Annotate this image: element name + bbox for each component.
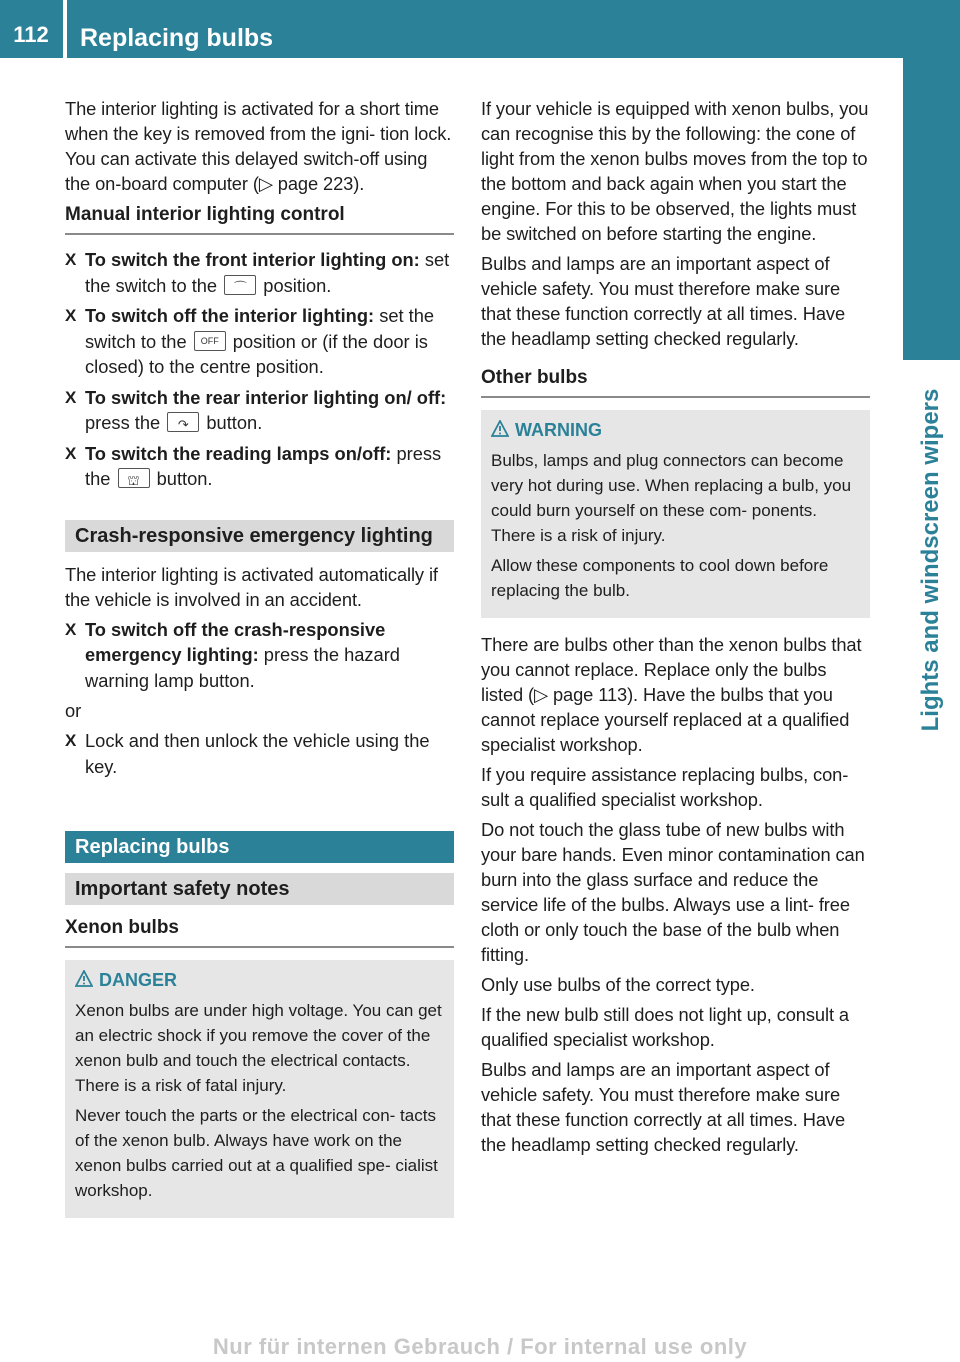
warning-paragraph: Allow these components to cool down before replacing the bulb. (491, 556, 829, 600)
xenon-recognise-paragraph: If your vehicle is equipped with xenon bulbs, you can recognise this by the following: the cone of light from the xenon bulbs moves from the top to the bottom and back again when you start the engine. For this to be observed, the lights must be switched on before starting the engine. (481, 98, 869, 244)
side-tab-label: Lights and windscreen wipers (917, 388, 944, 732)
body-paragraph: There are bulbs other than the xenon bulbs that you cannot replace. Replace only the bulbs listed (▷ page 113). Have the bulbs that you cannot replace yourself replaced at a qualified specialist workshop. (481, 634, 862, 755)
body-paragraph: Only use bulbs of the correct type. (481, 974, 755, 995)
step-bold: To switch off the interior lighting: (85, 305, 375, 326)
warning-triangle-icon (491, 420, 509, 438)
step-text: button. (156, 468, 213, 489)
warning-box (481, 410, 870, 618)
step-text: press the (85, 442, 442, 489)
warning-label: WARNING (515, 420, 602, 440)
crash-paragraph: The interior lighting is activated automatically if the vehicle is involved in an accident. (65, 563, 438, 610)
step-bold: To switch the rear interior lighting on/ off: (85, 386, 447, 408)
body-paragraph: Do not touch the glass tube of new bulbs with your bare hands. Even minor contamination can burn into the glass surface and reduce the service life of the bulbs. Always use a lint- free cloth or only touch the base of the bulb when fitting. (481, 819, 865, 965)
footer-watermark: Nur für internen Gebrauch / For internal use only (212, 1334, 748, 1359)
danger-paragraph: Never touch the parts or the electrical con- tacts of the xenon bulb. Always have work on the xenon bulbs carried out at a qualified spe- cialist workshop. (75, 1106, 438, 1200)
warning-heading (491, 418, 860, 442)
safety-paragraph: Bulbs and lamps are an important aspect of vehicle safety. You must therefore make sure that these function correctly at all times. Have the headlamp setting checked regularly. (481, 253, 846, 349)
step-bold: To switch off the crash-responsive emergency lighting: (85, 618, 386, 665)
subhead-other-bulbs: Other bulbs (481, 365, 870, 398)
step-bold: To switch the front interior lighting on: (85, 249, 420, 270)
page-title: Replacing bulbs (80, 24, 274, 52)
step-lock-unlock (65, 728, 454, 779)
or-text: or (65, 700, 82, 721)
step-arrow-icon: X (65, 387, 77, 407)
step-arrow-icon: X (65, 731, 77, 750)
off-switch-icon: OFF (194, 331, 226, 351)
body-paragraph: If you require assistance replacing bulbs, con- sult a qualified specialist workshop. (481, 764, 849, 810)
section-safety-notes: Important safety notes (65, 873, 454, 905)
step-text: set the switch to the (85, 305, 435, 352)
step-crash-off (65, 617, 454, 694)
body-paragraph: If the new bulb still does not light up, consult a qualified specialist workshop. (481, 1004, 849, 1050)
body-paragraph: Bulbs and lamps are an important aspect of vehicle safety. You must therefore make sure that these function correctly at all times. Have the headlamp setting checked regularly. (481, 1059, 846, 1155)
step-text: position. (263, 274, 332, 296)
right-column (481, 96, 870, 1162)
step-arrow-icon: X (65, 619, 77, 639)
rear-light-button-icon: ↷ (167, 412, 199, 432)
step-front-light (65, 247, 454, 298)
reading-lamp-button-icon: ⛫ (118, 468, 150, 488)
step-arrow-icon: X (65, 306, 77, 325)
step-arrow-icon: X (65, 250, 77, 269)
step-text: button. (206, 412, 263, 433)
step-arrow-icon: X (65, 443, 77, 463)
header-divider (63, 0, 67, 58)
left-column (65, 96, 454, 1232)
subhead-xenon: Xenon bulbs (65, 915, 454, 948)
step-text: position or (if the door is closed) to the centre position. (85, 330, 428, 377)
danger-paragraph: Xenon bulbs are under high voltage. You can get an electric shock if you remove the cover of the xenon bulb and touch the electrical contacts. There is a risk of fatal injury. (75, 1001, 442, 1095)
step-text: Lock and then unlock the vehicle using the key. (85, 730, 430, 777)
warning-triangle-icon (75, 970, 93, 988)
warning-paragraph: Bulbs, lamps and plug connectors can become very hot during use. When replacing a bulb, you could burn yourself on these com- ponents. There is a risk of injury. (491, 451, 852, 545)
step-rear-light (65, 385, 454, 436)
section-crash-lighting: Crash-responsive emergency lighting (65, 520, 454, 552)
danger-label: DANGER (99, 970, 178, 990)
step-text: press the (85, 412, 161, 433)
step-light-off (65, 303, 454, 380)
front-light-switch-icon: ⌒ (224, 275, 256, 295)
page-number: 112 (13, 22, 49, 47)
danger-box (65, 960, 454, 1218)
intro-paragraph: The interior lighting is activated for a short time when the key is removed from the igni- tion lock. You can activate this delayed switch-off using the on-board computer (▷ page 223). (65, 98, 452, 194)
step-reading-lamps (65, 441, 454, 492)
section-replacing-bulbs: Replacing bulbs (65, 831, 454, 863)
danger-heading (75, 968, 444, 992)
step-text: press the hazard warning lamp button. (85, 644, 400, 691)
step-text: set the switch to the (85, 249, 450, 296)
subhead-manual-lighting: Manual interior lighting control (65, 202, 454, 235)
step-bold: To switch the reading lamps on/off: (85, 442, 392, 464)
side-tab (903, 58, 960, 360)
